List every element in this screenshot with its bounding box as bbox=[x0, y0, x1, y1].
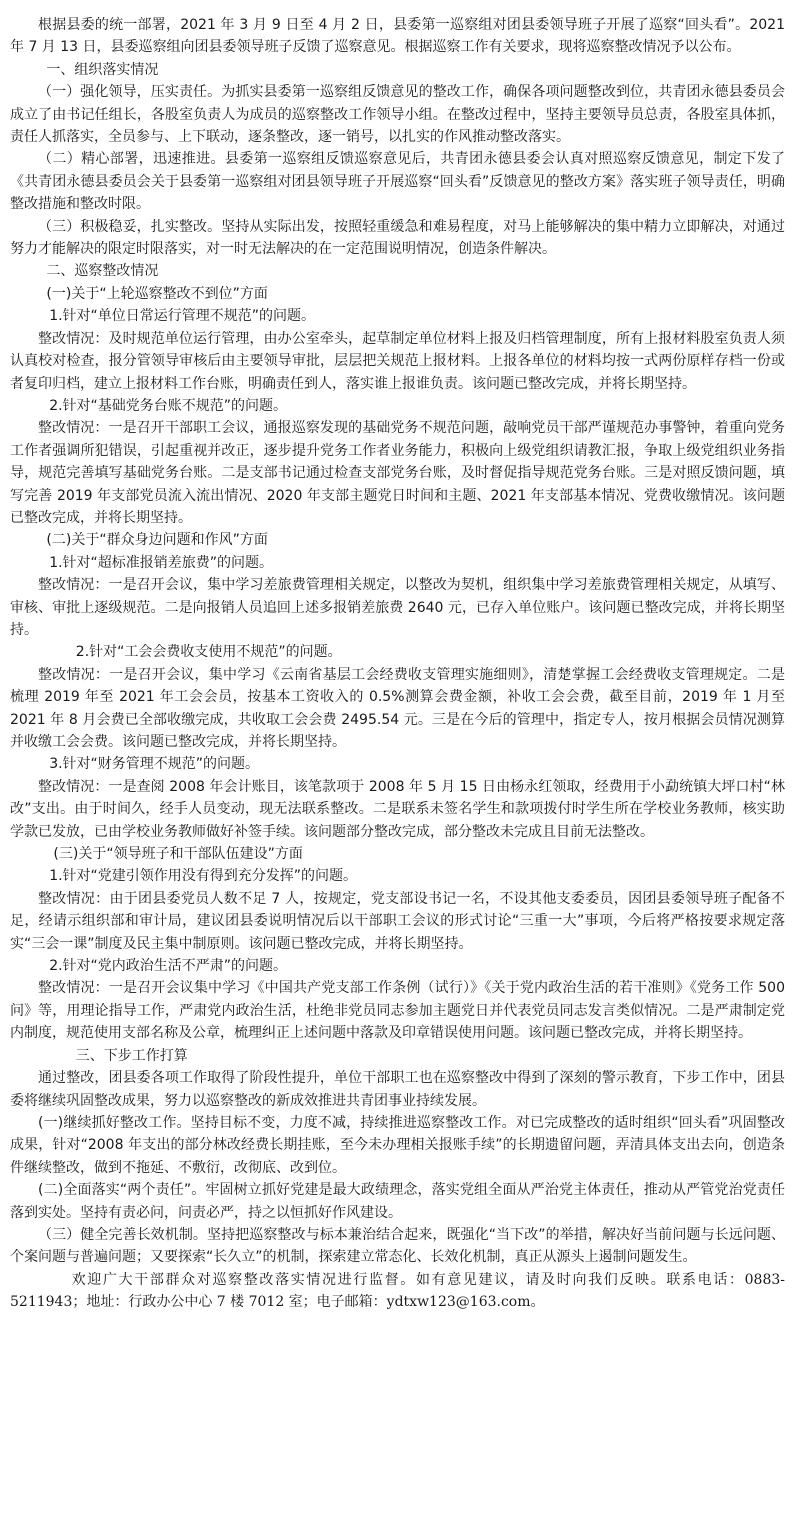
section-heading-3: 三、下步工作打算 bbox=[75, 1047, 188, 1064]
paragraph: （三）积极稳妥，扎实整改。坚持从实际出发，按照轻重缓急和难易程度，对马上能够解决的集中精力立即解决，对通过努力才能解决的限定时限落实，对一时无法解决的在一定范围说明情况，创造条件解决。 bbox=[10, 218, 785, 258]
subsection-heading: (二)关于“群众身边问题和作风”方面 bbox=[46, 532, 268, 549]
paragraph: （三）健全完善长效机制。坚持把巡察整改与标本兼治结合起来，既强化“当下改”的举措，解决好当前问题与长远问题、个案问题与普遍问题；又要探索“长久立”的机制，探索建立常态化、长效化机制，真正从源头上遏制问题发生。 bbox=[10, 1226, 785, 1266]
section-heading-2: 二、巡察整改情况 bbox=[46, 263, 159, 280]
paragraph: 整改情况：一是召开干部职工会议，通报巡察发现的基础党务不规范问题，敲响党员干部严谨规范办事警钟，着重向党务工作者强调所犯错误，引起重视并改正，逐步提升党务工作者业务能力，积极向上级党组织请教汇报，争取上级党组织业务指导，规范完善填写基础党务台账。二是支部书记通过检查支部党务台账，及时督促指导规范党务台账。三是对照反馈问题，填写完善 2019 年支部党员流入流出情况、2020 年支部主题党日时间和主题、2021 年支部基本情况、党费收缴情况。该问题已整改完成，并将长期坚持。 bbox=[10, 420, 785, 526]
paragraph: 整改情况：一是召开会议，集中学习差旅费管理相关规定，以整改为契机，组织集中学习差旅费管理相关规定，从填写、审核、审批上逐级规范。二是向报销人员追回上述多报销差旅费 2640 元，已存入单位账户。该问题已整改完成，并将长期坚持。 bbox=[10, 577, 785, 638]
paragraph: 整改情况：一是查阅 2008 年会计账目，该笔款项于 2008 年 5 月 15 日由杨永红领取，经费用于小勐统镇大坪口村“林改”支出。由于时间久，经手人员变动，现无法联系整改。二是联系未签名学生和款项拨付时学生所在学校业务教师，核实助学款已发放，已由学校业务教师做好补签手续。该问题部分整改完成，部分整改未完成且目前无法整改。 bbox=[10, 778, 785, 840]
paragraph: （二）精心部署，迅速推进。县委第一巡察组反馈巡察意见后，共青团永德县委会认真对照巡察反馈意见，制定下发了《共青团永德县委员会关于县委第一巡察组对团县领导班子开展巡察“回头看”反馈意见的整改方案》落实班子领导责任，明确整改措施和整改时限。 bbox=[10, 151, 785, 213]
subsection-heading: (三)关于“领导班子和干部队伍建设”方面 bbox=[53, 846, 303, 863]
issue-item: 2.针对“党内政治生活不严肃”的问题。 bbox=[49, 958, 288, 975]
issue-item: 1.针对“超标准报销差旅费”的问题。 bbox=[49, 554, 274, 571]
paragraph: （一）强化领导，压实责任。为抓实县委第一巡察组反馈意见的整改工作，确保各项问题整改到位，共青团永德县委员会成立了由书记任组长，各股室负责人为成员的巡察整改工作领导小组。在整改过程中，坚持主要领导员总责，各股室具体抓，责任人抓落实，全员参与、上下联动，逐条整改，逐一销号，以扎实的作风推动整改落实。 bbox=[10, 84, 785, 146]
issue-item: 1.针对“党建引领作用没有得到充分发挥”的问题。 bbox=[49, 868, 358, 885]
paragraph: 整改情况：一是召开会议，集中学习《云南省基层工会经费收支管理实施细则》，清楚掌握工会经费收支管理规定。二是梳理 2019 年至 2021 年工会会员，按基本工资收入的 0.5%测算会费金额，补收工会会费，截至目前，2019 年 1 月至 2021 年 8 月会费已全部收缴完成，共收取工会会费 2495.54 元。三是在今后的管理中，指定专人，按月根据会员情况测算并收缴工会会费。该问题已整改完成，并将长期坚持。 bbox=[10, 666, 785, 750]
paragraph: (二)全面落实“两个责任”。牢固树立抓好党建是最大政绩理念，落实党组全面从严治党主体责任，推动从严管党治党责任落到实处。坚持有责必问，问责必严，持之以恒抓好作风建设。 bbox=[10, 1182, 785, 1221]
issue-item: 2.针对“基础党务台账不规范”的问题。 bbox=[49, 397, 288, 414]
paragraph: 通过整改，团县委各项工作取得了阶段性提升，单位干部职工也在巡察整改中得到了深刻的警示教育，下步工作中，团县委将继续巩固整改成果，努力以巡察整改的新成效推进共青团事业持续发展。 bbox=[10, 1070, 785, 1109]
paragraph: 整改情况：及时规范单位运行管理，由办公室牵头，起草制定单位材料上报及归档管理制度，所有上报材料股室负责人须认真校对检查，报分管领导审核后由主要领导审批，层层把关规范上报材料。上报各单位的材料均按一式两份原样存档一份或者复印归档，建立上报材料工作台账，明确责任到人，落实谁上报谁负责。该问题已整改完成，并将长期坚持。 bbox=[10, 330, 785, 392]
paragraph: 整改情况：一是召开会议集中学习《中国共产党支部工作条例（试行）》《关于党内政治生活的若干准则》《党务工作 500 问》等，用理论指导工作，严肃党内政治生活，杜绝非党员同志参加主题党日并代表党员同志发言类似情况。二是严肃制定党内制度，规范使用支部名称及公章，梳理纠正上述问题中落款及印章错误使用问题。该问题已整改完成，并将长期坚持。 bbox=[10, 980, 785, 1042]
section-heading-1: 一、组织落实情况 bbox=[46, 61, 159, 78]
intro-paragraph: 根据县委的统一部署，2021 年 3 月 9 日至 4 月 2 日，县委第一巡察组对团县委领导班子开展了巡察“回头看”。2021 年 7 月 13 日，县委巡察组向团县委领导班子反馈了巡察意见。根据巡察工作有关要求，现将巡察整改情况予以公布。 bbox=[10, 17, 785, 56]
subsection-heading: (一)关于“上轮巡察整改不到位”方面 bbox=[46, 285, 268, 302]
issue-item: 3.针对“财务管理不规范”的问题。 bbox=[49, 756, 260, 773]
issue-item: 2.针对“工会会费收支使用不规范”的问题。 bbox=[75, 644, 342, 661]
contact-paragraph: 欢迎广大干部群众对巡察整改落实情况进行监督。如有意见建议，请及时向我们反映。联系电话：0883-5211943；地址：行政办公中心 7 楼 7012 室；电子邮箱：ydtxw123@163.com。 bbox=[10, 1271, 785, 1311]
issue-item: 1.针对“单位日常运行管理不规范”的问题。 bbox=[49, 308, 316, 325]
paragraph: (一)继续抓好整改工作。坚持目标不变，力度不减，持续推进巡察整改工作。对已完成整改的适时组织“回头看”巩固整改成果，针对“2008 年支出的部分林改经费长期挂账，至今未办理相关报账手续”的长期遗留问题，弄清具体支出去向，创造条件继续整改，做到不拖延、不敷衍，改彻底、改到位。 bbox=[10, 1114, 785, 1176]
paragraph: 整改情况：由于团县委党员人数不足 7 人，按规定，党支部设书记一名，不设其他支委委员，因团县委领导班子配备不足，经请示组织部和审计局，建议团县委说明情况后以干部职工会议的形式讨论“三重一大”事项，今后将严格按要求规定落实“三会一课”制度及民主集中制原则。该问题已整改完成，并将长期坚持。 bbox=[10, 890, 785, 952]
